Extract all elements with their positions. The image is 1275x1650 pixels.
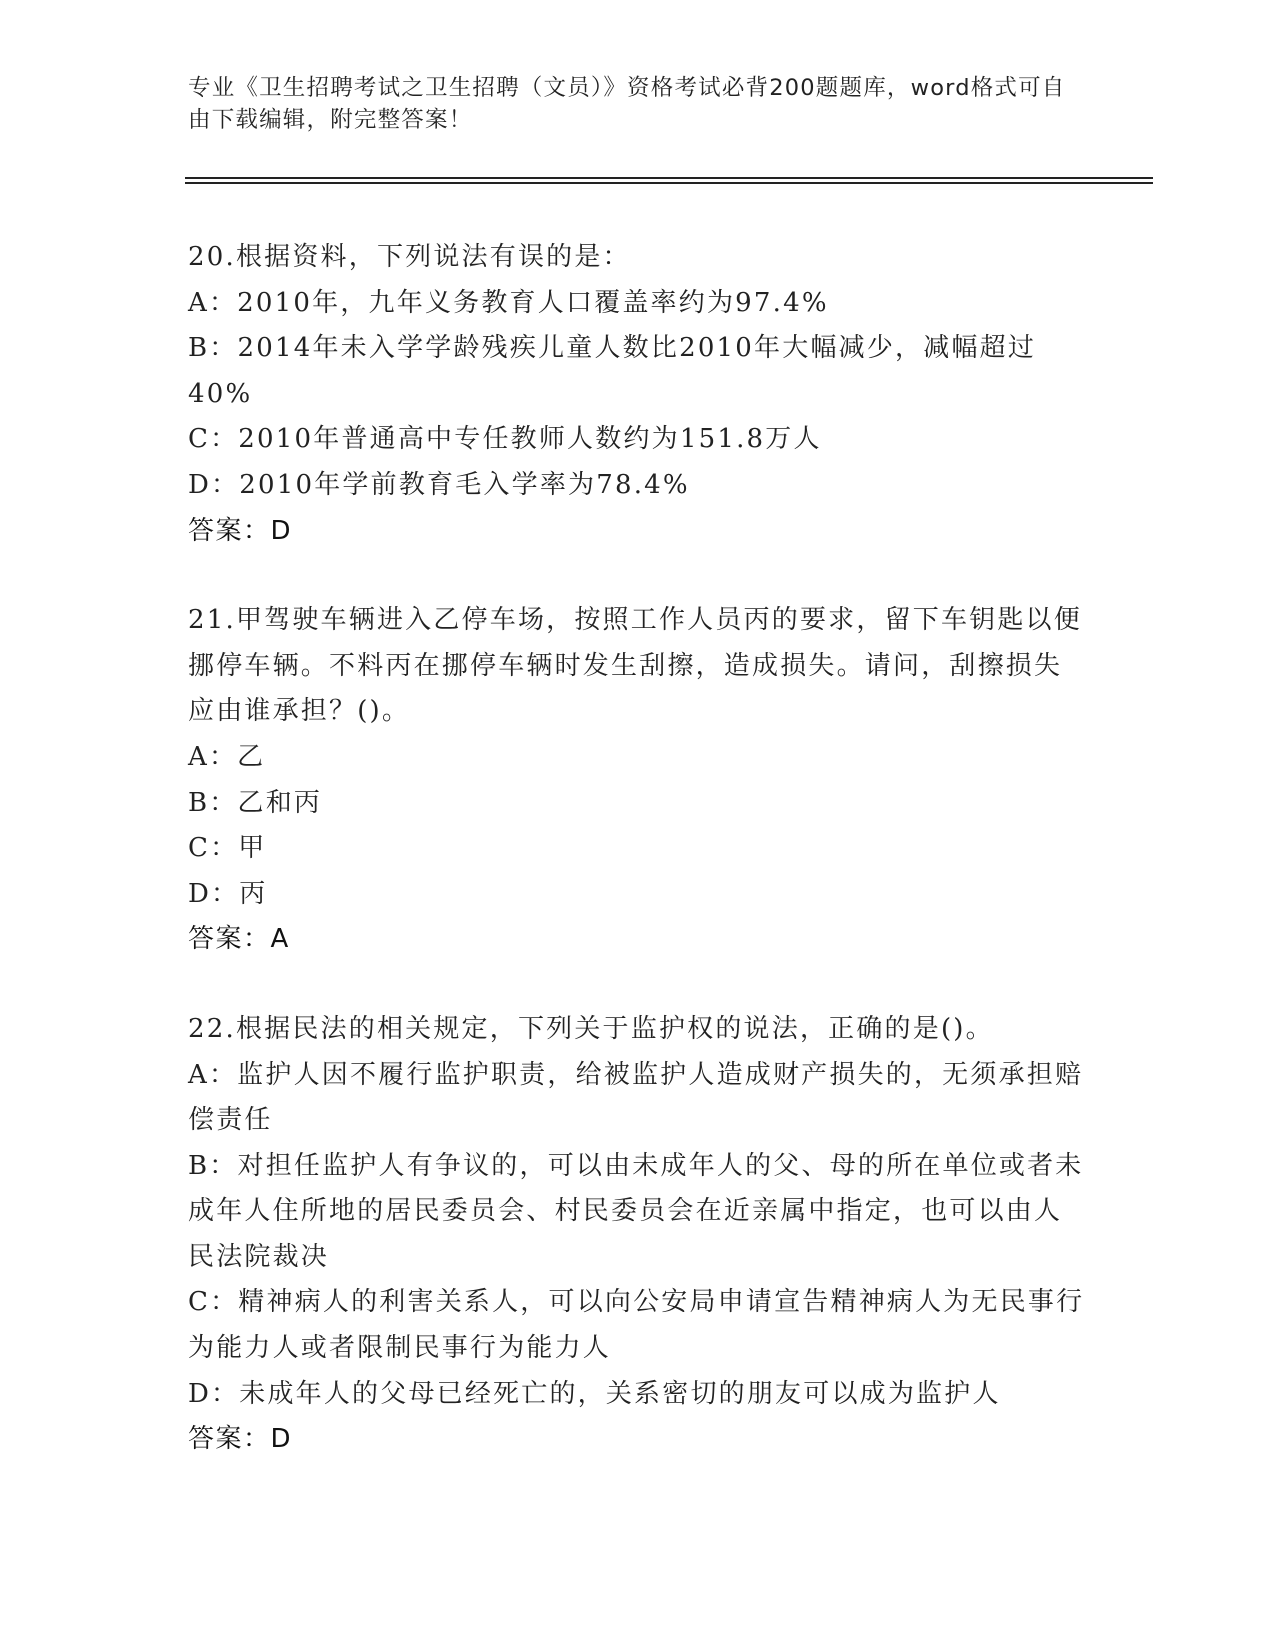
option-a: A：监护人因不履行监护职责，给被监护人造成财产损失的，无须承担赔偿责任	[188, 1059, 1084, 1136]
question-stem: 20.根据资料，下列说法有误的是：	[188, 242, 631, 272]
option-d: D：未成年人的父母已经死亡的，关系密切的朋友可以成为监护人	[188, 1378, 1001, 1409]
option-c: C：甲	[188, 833, 267, 864]
option-a: A：2010年，九年义务教育人口覆盖率约为97.4%	[188, 287, 829, 318]
option-b: B：对担任监护人有争议的，可以由未成年人的父、母的所在单位或者未成年人住所地的居民委员会、村民委员会在近亲属中指定，也可以由人民法院裁决	[188, 1150, 1084, 1272]
question-stem: 22.根据民法的相关规定，下列关于监护权的说法，正确的是()。	[188, 1013, 994, 1044]
question-block-22	[188, 1007, 1088, 1463]
option-d: D：丙	[188, 878, 268, 909]
document-header: 专业《卫生招聘考试之卫生招聘（文员）》资格考试必背200题题库，word格式可自由下载编辑，附完整答案！	[188, 75, 1066, 133]
question-list	[188, 235, 1088, 1507]
question-stem: 21.甲驾驶车辆进入乙停车场，按照工作人员丙的要求，留下车钥匙以便挪停车辆。不料丙在挪停车辆时发生刮擦，造成损失。请问，刮擦损失应由谁承担？()。	[188, 605, 1082, 727]
answer-line: 答案：D	[188, 1424, 293, 1455]
option-a: A：乙	[188, 741, 266, 772]
option-b: B：2014年未入学学龄残疾儿童人数比2010年大幅减少，减幅超过40%	[188, 333, 1037, 409]
option-c: C：2010年普通高中专任教师人数约为151.8万人	[188, 424, 822, 455]
answer-line: 答案：A	[188, 924, 290, 955]
answer-line: 答案：D	[188, 515, 293, 546]
header-divider-bottom	[185, 182, 1153, 184]
option-d: D：2010年学前教育毛入学率为78.4%	[188, 469, 690, 500]
question-block-20	[188, 235, 1088, 554]
header-divider-top	[185, 177, 1153, 179]
option-b: B：乙和丙	[188, 787, 323, 818]
question-block-21	[188, 598, 1088, 963]
option-c: C：精神病人的利害关系人，可以向公安局申请宣告精神病人为无民事行为能力人或者限制民事行为能力人	[188, 1287, 1085, 1364]
